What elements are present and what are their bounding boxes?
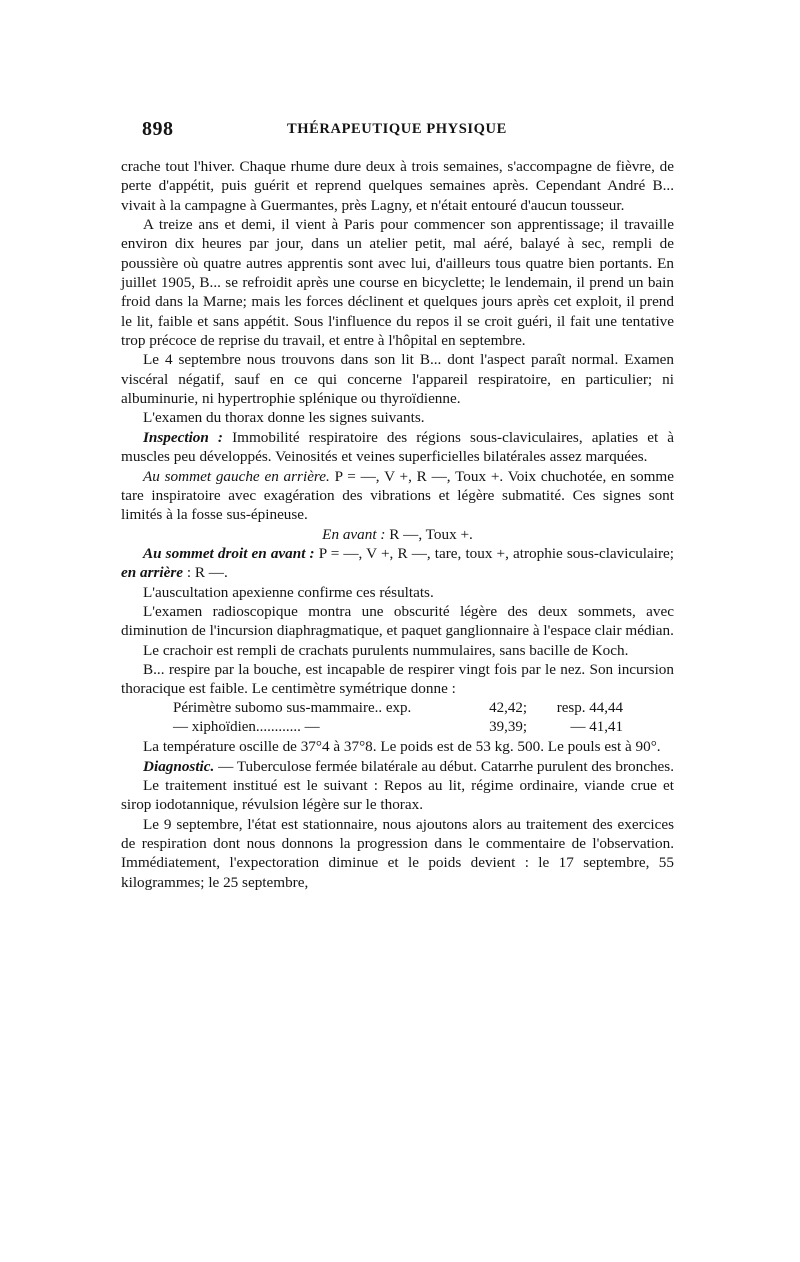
paragraph-auscultation: L'auscultation apexienne confirme ces résultats. [143,583,434,601]
paragraph-4: L'examen du thorax donne les signes suivants. [143,409,425,427]
measure-exp-value: 39,39; [489,718,527,735]
measure-exp-value: 42,42; [489,699,527,716]
running-title: THÉRAPEUTIQUE PHYSIQUE [287,121,507,137]
measure-resp-value: — 41,41 [570,718,623,735]
sommet-droit-text-b: : R —. [183,564,228,582]
measure-row-xiphoidien [121,718,674,737]
page-number: 898 [142,118,174,140]
sommet-gauche-label: Au sommet gauche en arrière. [143,467,330,485]
body-text [121,157,674,892]
en-arriere-label: en arrière [121,564,184,582]
sommet-droit-text-a: P = —, V +, R —, tare, toux +, atrophie sous-claviculaire; [314,544,675,562]
paragraph-1: crache tout l'hiver. Chaque rhume dure deux à trois semaines, s'accompagne de fièvre, de perte d'appétit, puis guérit et reprend quelques semaines après. Cependant André B... vivait à la campagne à Guermantes, près Lagny, et n'était entouré d'aucun tousseur. [121,158,674,214]
sommet-droit-label: Au sommet droit en avant : [143,544,315,562]
measure-label: — xiphoïdien............ — [173,718,320,735]
measure-resp-value: resp. 44,44 [556,699,623,716]
measure-row-sus-mammaire [121,699,674,718]
paragraph-en-avant [121,525,674,544]
paragraph-respiration: B... respire par la bouche, est incapable de respirer vingt fois par le nez. Son incursion thoracique est faible. Le centimètre symétrique donne : [121,660,674,698]
page-header [142,118,680,142]
paragraph-sommet-gauche [121,467,674,525]
diagnostic-text: — Tuberculose fermée bilatérale au début. Catarrhe purulent des bronches. [214,757,675,775]
paragraph-3: Le 4 septembre nous trouvons dans son lit B... dont l'aspect paraît normal. Examen viscéral négatif, sauf en ce qui concerne l'appareil respiratoire, en particulier; ni albuminurie, ni hypertrophie splénique ou thyroïdienne. [121,351,674,408]
paragraph-traitement: Le traitement institué est le suivant : Repos au lit, régime ordinaire, viande crue et sirop iodotannique, révulsion légère sur le thorax. [121,777,674,814]
paragraph-temperature: La température oscille de 37°4 à 37°8. Le poids est de 53 kg. 500. Le pouls est à 90°. [143,738,661,756]
paragraph-diagnostic [121,757,674,776]
paragraph-2: A treize ans et demi, il vient à Paris pour commencer son apprentissage; il travaille environ dix heures par jour, dans un atelier petit, mal aéré, balayé à sec, rempli de poussière où quatre autres apprentis sont avec lui, d'ailleurs tous quatre bien portants. En juillet 1905, B... se refroidit après une course en bicyclette; le lendemain, il prend un bain froid dans la Marne; mais les forces déclinent et quelques jours après cet exploit, il prend le lit, faible et sans appétit. Sous l'influence du repos il se croit guéri, il fait une tentative trop précoce de reprise du travail, et entre à l'hôpital en septembre. [121,216,674,350]
en-avant-label: En avant : [322,525,386,543]
paragraph-radioscopie: L'examen radioscopique montra une obscurité légère des deux sommets, avec diminution de l'incursion diaphragmatique, et paquet ganglionnaire à l'espace clair médian. [121,602,674,640]
sommet-gauche-text: P = —, V +, R —, Toux +. Voix chuchotée, en somme tare inspiratoire avec exagération des vibrations et légère submatité. Ces signes sont limités à la fosse sus-épineuse. [121,467,674,524]
diagnostic-label: Diagnostic. [143,757,215,775]
paragraph-inspection [121,428,674,467]
en-avant-text: R —, Toux +. [385,525,473,543]
paragraph-septembre: Le 9 septembre, l'état est stationnaire, nous ajoutons alors au traitement des exercices de respiration dont nous donnons la progression dans le commentaire de l'observation. Immédiatement, l'expectoration diminue et le poids devient : le 17 septembre, 55 kilogrammes; le 25 septembre, [121,815,674,891]
paragraph-sommet-droit [121,544,674,583]
inspection-text: Immobilité respiratoire des régions sous-claviculaires, aplaties et à muscles peu développés. Veinosités et veines superficielles bilatérales assez marquées. [121,428,674,466]
inspection-label: Inspection : [143,428,223,446]
measure-label: Périmètre subomo sus-mammaire.. exp. [173,699,412,716]
paragraph-crachoir: Le crachoir est rempli de crachats purulents nummulaires, sans bacille de Koch. [143,641,629,659]
